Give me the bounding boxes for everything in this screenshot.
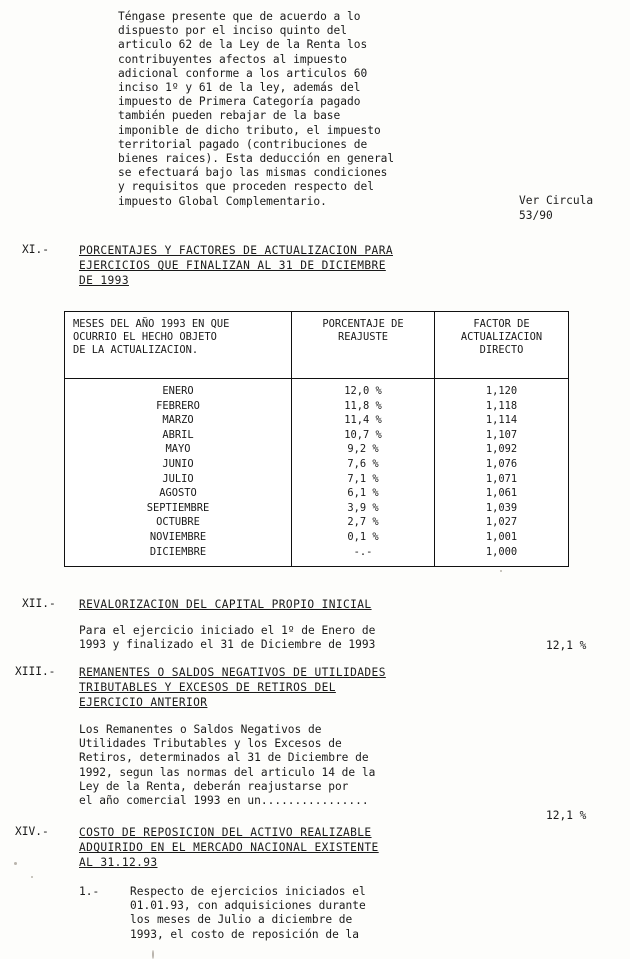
header-line: DE LA ACTUALIZACION.	[73, 344, 199, 357]
table-row	[65, 487, 568, 502]
cell-mes: JULIO	[65, 473, 292, 488]
section-xii-body	[79, 624, 469, 652]
body-line: 1992, segun las normas del articulo 14 de la	[79, 765, 376, 779]
cell-factor: 1,061	[485, 487, 518, 500]
cell-mes: NOVIEMBRE	[65, 531, 292, 546]
cell-factor: 1,114	[485, 414, 518, 427]
section-xii-title	[79, 597, 372, 612]
section-xiii-title-line: EJERCICIO ANTERIOR	[79, 696, 208, 709]
section-xiii-number: XIII.-	[15, 665, 56, 678]
section-xii-number: XII.-	[22, 597, 56, 610]
section-xiv-title-line: ADQUIRIDO EN EL MERCADO NACIONAL EXISTENTE	[79, 841, 379, 854]
table-header-row	[65, 312, 568, 379]
section-xiv-title-line: AL 31.12.93	[79, 856, 158, 869]
cell-mes: SEPTIEMBRE	[65, 502, 292, 517]
cell-factor: 1,027	[485, 516, 518, 529]
section-xi-title-line: EJERCICIOS QUE FINALIZAN AL 31 DE DICIEMBRE	[79, 259, 386, 272]
cell-factor: 1,107	[485, 428, 518, 441]
cell-porcentaje: 10,7 %	[292, 429, 435, 444]
section-xiv-title	[79, 825, 509, 870]
intro-line: bienes raices). Esta deducción en general	[118, 152, 395, 166]
table-row	[65, 443, 568, 458]
table-header-meses	[65, 312, 292, 379]
intro-line: y requisitos que proceden respecto del	[118, 180, 374, 194]
scan-speck	[500, 570, 502, 572]
section-xiv-title-line: COSTO DE REPOSICION DEL ACTIVO REALIZABLE	[79, 826, 372, 839]
table-row	[65, 400, 568, 415]
cell-mes: FEBRERO	[65, 400, 292, 415]
cell-mes: OCTUBRE	[65, 516, 292, 531]
header-line: FACTOR DE	[473, 318, 530, 330]
intro-line: impuesto de Primera Categoría pagado	[118, 95, 361, 109]
header-line: PORCENTAJE DE	[322, 318, 404, 330]
intro-paragraph	[118, 10, 508, 209]
cell-porcentaje: 12,0 %	[292, 379, 435, 400]
cell-mes: ABRIL	[65, 429, 292, 444]
header-line: OCURRIO EL HECHO OBJETO	[73, 331, 217, 344]
intro-line: imponible de dicho tributo, el impuesto	[118, 123, 381, 137]
header-line: ACTUALIZACION	[460, 331, 543, 344]
intro-line: contribuyentes afectos al impuesto	[118, 52, 348, 66]
header-line: DIRECTO	[479, 344, 524, 357]
cell-factor: 1,000	[485, 545, 518, 558]
table-body	[65, 379, 568, 567]
table-row	[65, 473, 568, 488]
intro-line: Téngase presente que de acuerdo a lo	[118, 10, 361, 23]
intro-line: inciso 1º y 61 de la ley, además del	[118, 81, 361, 95]
intro-line: territorial pagado (contribuciones de	[118, 137, 368, 151]
actualizacion-table	[65, 312, 568, 566]
section-xi-title-line: PORCENTAJES Y FACTORES DE ACTUALIZACION PARA	[79, 244, 393, 257]
actualizacion-table-wrapper	[64, 311, 569, 567]
cell-mes: ENERO	[65, 379, 292, 400]
table-row	[65, 546, 568, 567]
cell-factor: 1,001	[485, 530, 518, 543]
section-xii-value: 12,1 %	[546, 639, 587, 652]
cell-porcentaje: 3,9 %	[292, 502, 435, 517]
intro-line: se efectuará bajo las mismas condiciones	[118, 166, 388, 180]
cell-factor: 1,076	[485, 457, 518, 470]
table-row	[65, 516, 568, 531]
scan-speck	[152, 950, 154, 959]
cell-porcentaje: -.-	[292, 546, 435, 567]
cell-porcentaje: 11,8 %	[292, 400, 435, 415]
body-line: Los Remanentes o Saldos Negativos de	[79, 723, 322, 736]
cell-mes: MAYO	[65, 443, 292, 458]
cell-porcentaje: 7,1 %	[292, 473, 435, 488]
cell-porcentaje: 11,4 %	[292, 414, 435, 429]
section-xi-title-line: DE 1993	[79, 274, 129, 287]
table-row	[65, 502, 568, 517]
intro-line: también pueden rebajar de la base	[118, 109, 341, 123]
cell-porcentaje: 9,2 %	[292, 443, 435, 458]
table-header-factor	[435, 312, 569, 379]
body-line: 1993, el costo de reposición de la	[130, 927, 360, 941]
cell-factor: 1,118	[485, 399, 518, 412]
cell-mes: JUNIO	[65, 458, 292, 473]
scan-speck	[31, 876, 33, 878]
section-xiii-title-line: REMANENTES O SALDOS NEGATIVOS DE UTILIDADES	[79, 666, 386, 679]
section-xiv-number: XIV.-	[15, 825, 49, 838]
body-line: Retiros, determinados al 31 de Diciembre de	[79, 751, 369, 765]
body-line: Para el ejercicio iniciado el 1º de Enero de	[79, 624, 376, 637]
section-xiii-value: 12,1 %	[546, 809, 587, 822]
section-xiii-title-line: TRIBUTABLES Y EXCESOS DE RETIROS DEL	[79, 681, 336, 694]
section-xiv-item-number: 1.-	[79, 885, 100, 898]
intro-line: adicional conforme a los articulos 60	[118, 66, 368, 80]
cell-mes: DICIEMBRE	[65, 546, 292, 567]
cell-factor: 1,120	[485, 385, 518, 397]
cell-factor: 1,092	[485, 443, 518, 456]
section-xii-title-line: REVALORIZACION DEL CAPITAL PROPIO INICIAL	[79, 598, 372, 611]
intro-line: dispuesto por el inciso quinto del	[118, 24, 348, 38]
section-xi-number: XI.-	[22, 243, 49, 256]
intro-line: articulo 62 de la Ley de la Renta los	[118, 38, 368, 52]
cell-factor: 1,039	[485, 501, 518, 514]
body-line: Ley de la Renta, deberán reajustarse por	[79, 779, 349, 793]
table-row	[65, 531, 568, 546]
header-line: MESES DEL AÑO 1993 EN QUE	[73, 318, 230, 330]
table-row	[65, 458, 568, 473]
body-line: Utilidades Tributables y los Excesos de	[79, 737, 342, 751]
cell-porcentaje: 0,1 %	[292, 531, 435, 546]
section-xi-title	[79, 243, 499, 288]
table-row	[65, 379, 568, 400]
body-line: 01.01.93, con adquisiciones durante	[130, 899, 366, 913]
margin-note-line1: Ver Circula	[519, 194, 594, 207]
table-row	[65, 414, 568, 429]
cell-porcentaje: 7,6 %	[292, 458, 435, 473]
cell-mes: MARZO	[65, 414, 292, 429]
body-line: el año comercial 1993 en un................	[79, 794, 369, 808]
margin-note-line2: 53/90	[519, 209, 553, 222]
intro-line: impuesto Global Complementario.	[118, 194, 327, 208]
cell-porcentaje: 2,7 %	[292, 516, 435, 531]
body-line: los meses de Julio a diciembre de	[130, 913, 353, 927]
table-row	[65, 429, 568, 444]
cell-factor: 1,071	[485, 472, 518, 485]
header-line: REAJUSTE	[337, 331, 389, 344]
section-xiii-title	[79, 665, 509, 710]
section-xiv-item-body	[130, 885, 470, 942]
cell-mes: AGOSTO	[65, 487, 292, 502]
body-line: 1993 y finalizado el 31 de Diciembre de 1993	[79, 638, 376, 652]
cell-porcentaje: 6,1 %	[292, 487, 435, 502]
section-xiii-body	[79, 723, 479, 808]
table-header-porcentaje	[292, 312, 435, 379]
scan-speck	[14, 862, 17, 865]
body-line: Respecto de ejercicios iniciados el	[130, 885, 366, 898]
